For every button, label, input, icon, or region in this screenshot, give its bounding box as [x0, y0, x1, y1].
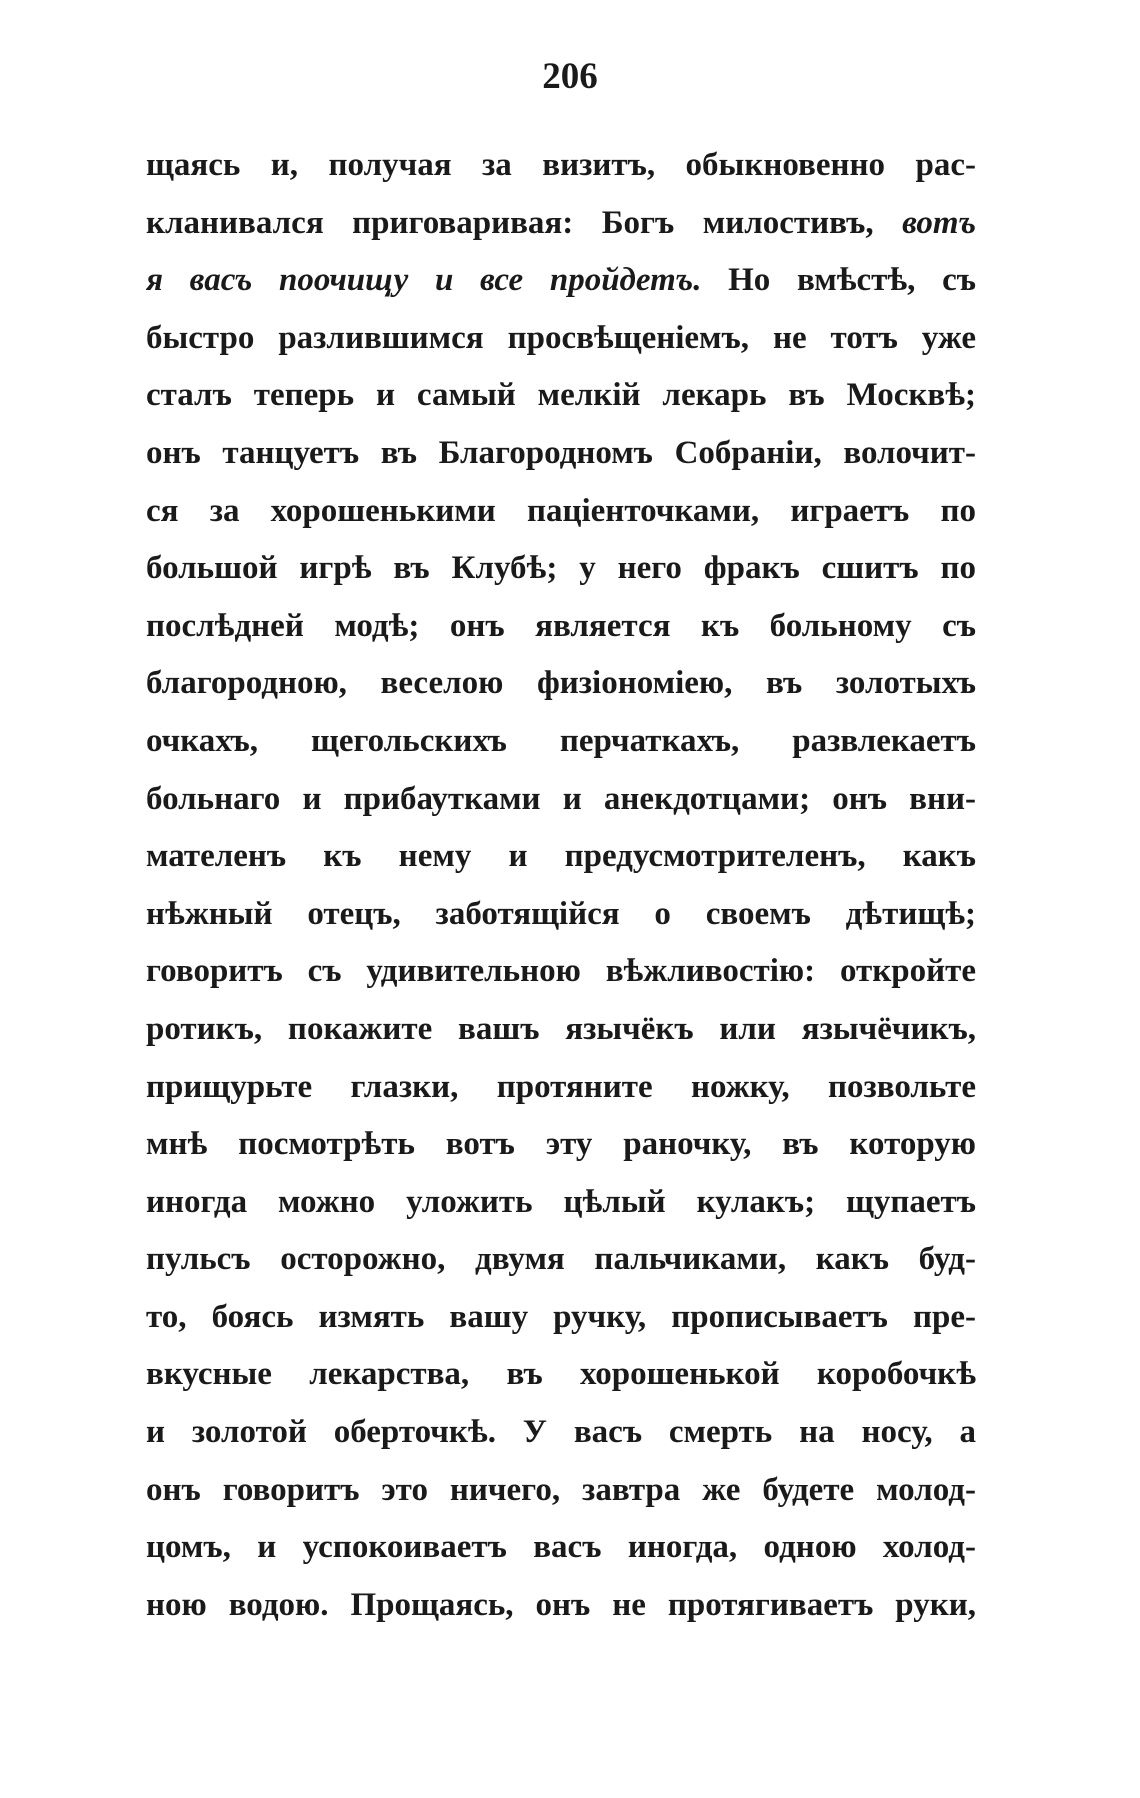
- text-segment: мнѣ посмотрѣть вотъ эту раночку, въ которую: [146, 1126, 976, 1163]
- text-line: [146, 598, 976, 656]
- text-segment: большой игрѣ въ Клубѣ; у него фракъ сшитъ по: [146, 550, 976, 587]
- text-line: [146, 1116, 976, 1174]
- text-segment: вкусные лекарства, въ хорошенькой коробочкѣ: [146, 1356, 976, 1393]
- text-segment: иногда можно уложить цѣлый кулакъ; щупаетъ: [146, 1183, 976, 1220]
- text-line: [146, 1346, 976, 1404]
- text-line: [146, 713, 976, 771]
- text-segment: ся за хорошенькими паціенточками, играетъ по: [146, 492, 976, 529]
- text-segment: цомъ, и успокоиваетъ васъ иногда, одною холод-: [146, 1529, 976, 1566]
- page-number: 206: [542, 56, 598, 97]
- text-line: [146, 252, 976, 310]
- italic-text-segment: я васъ поочищу и все пройдетъ.: [146, 262, 702, 299]
- text-line: [146, 1174, 976, 1232]
- text-line: [146, 137, 976, 195]
- text-line: [146, 771, 976, 829]
- text-line: [146, 310, 976, 368]
- text-segment: благородною, веселою физіономіею, въ золотыхъ: [146, 665, 976, 702]
- text-segment: ною водою. Прощаясь, онъ не протягиваетъ руки,: [146, 1586, 976, 1623]
- body-text: [146, 137, 976, 1634]
- text-line: [146, 828, 976, 886]
- text-segment: послѣдней модѣ; онъ является къ больному съ: [146, 607, 976, 644]
- text-line: [146, 367, 976, 425]
- text-segment: быстро разлившимся просвѣщеніемъ, не тотъ уже: [146, 319, 976, 356]
- text-line: [146, 1519, 976, 1577]
- italic-text-segment: вотъ: [902, 204, 976, 241]
- text-segment: сталъ теперь и самый мелкій лекарь въ Москвѣ;: [146, 377, 976, 414]
- text-line: [146, 1577, 976, 1635]
- text-segment: говоритъ съ удивительною вѣжливостію: откройте: [146, 953, 976, 990]
- text-line: [146, 1001, 976, 1059]
- text-segment: больнаго и прибаутками и анекдотцами; онъ вни-: [146, 780, 976, 817]
- text-segment: ротикъ, покажите вашъ язычёкъ или язычёчикъ,: [146, 1010, 976, 1047]
- text-segment: Но вмѣстѣ, съ: [701, 262, 976, 299]
- text-line: [146, 655, 976, 713]
- text-line: [146, 483, 976, 541]
- text-line: [146, 943, 976, 1001]
- text-line: [146, 1404, 976, 1462]
- text-segment: прищурьте глазки, протяните ножку, позвольте: [146, 1068, 976, 1105]
- text-line: [146, 1231, 976, 1289]
- text-segment: кланивался приговаривая: Богъ милостивъ,: [146, 204, 903, 241]
- text-line: [146, 195, 976, 253]
- text-segment: пульсъ осторожно, двумя пальчиками, какъ буд-: [146, 1241, 976, 1278]
- text-line: [146, 886, 976, 944]
- text-segment: нѣжный отецъ, заботящійся о своемъ дѣтищѣ;: [146, 895, 976, 932]
- text-segment: онъ говоритъ это ничего, завтра же будете молод-: [146, 1471, 976, 1508]
- text-line: [146, 425, 976, 483]
- text-line: [146, 1059, 976, 1117]
- text-segment: мателенъ къ нему и предусмотрителенъ, какъ: [146, 838, 976, 875]
- text-line: [146, 540, 976, 598]
- text-segment: то, боясь измять вашу ручку, прописываетъ пре-: [146, 1298, 976, 1335]
- text-segment: очкахъ, щегольскихъ перчаткахъ, развлекаетъ: [146, 722, 976, 759]
- text-line: [146, 1462, 976, 1520]
- text-segment: щаясь и, получая за визитъ, обыкновенно рас-: [146, 147, 976, 183]
- text-line: [146, 1289, 976, 1347]
- text-segment: и золотой оберточкѣ. У васъ смерть на носу, а: [146, 1414, 976, 1451]
- text-segment: онъ танцуетъ въ Благородномъ Собраніи, волочит-: [146, 434, 976, 471]
